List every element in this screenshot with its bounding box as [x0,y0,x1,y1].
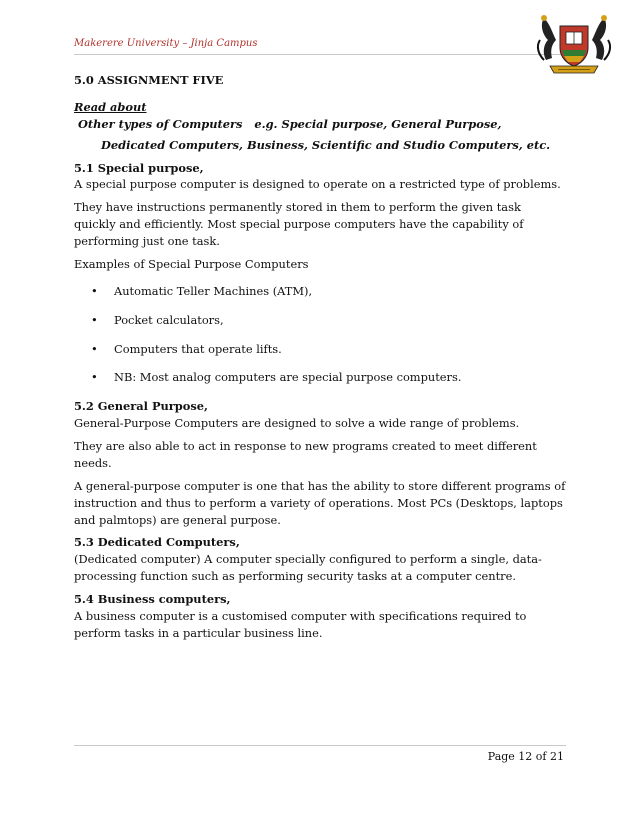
footer-rule [74,745,566,746]
list-item [74,312,566,329]
header-rule [74,54,562,55]
bullet-icon: • [91,283,98,298]
list-item [74,369,566,386]
paragraph: (Dedicated computer) A computer specially configured to perform a single, data-processing function such as performing security tasks at a computer centre. [74,552,542,584]
paragraph: Examples of Special Purpose Computers [74,256,309,271]
paragraph: They have instructions permanently stored in them to perform the given task quickly and efficiently. Most special purpose computers have the capability of performing just one task. [74,200,524,248]
list-item [74,341,566,358]
assignment-heading: 5.0 ASSIGNMENT FIVE [74,73,224,87]
list-item-text: Automatic Teller Machines (ATM), [114,283,313,298]
header-institution: Makerere University – Jinja Campus [74,38,258,49]
list-item [74,283,566,300]
section-title-general: 5.2 General Purpose, [74,399,208,414]
list-item-text: NB: Most analog computers are special purpose computers. [114,370,462,385]
bullet-icon: • [91,312,98,327]
assignment-task-line1 [74,99,566,133]
section-title-dedicated: 5.3 Dedicated Computers, [74,535,240,550]
paragraph: They are also able to act in response to new programs created to meet different needs. [74,439,537,470]
paragraph: General-Purpose Computers are designed to solve a wide range of problems. [74,416,520,431]
task-line1-rest: Other types of Computers e.g. Special purpose, General Purpose, [74,116,502,131]
document-body [74,72,566,648]
paragraph: A special purpose computer is designed to operate on a restricted type of problems. [74,177,561,192]
list-item-text: Computers that operate lifts. [114,341,282,356]
bullet-icon: • [91,370,98,385]
list-item-text: Pocket calculators, [114,312,224,327]
section-title-business: 5.4 Business computers, [74,592,231,606]
assignment-task-line2: Dedicated Computers, Business, Scientific and Studio Computers, etc. [101,137,551,152]
bullet-icon: • [91,341,98,356]
university-crest-icon [534,10,614,80]
paragraph: A general-purpose computer is one that has the ability to store different programs of instruction and thus to perform a variety of operations. Most PCs (Desktops, laptops and palmtops) are general purpose. [74,478,566,527]
special-purpose-examples-list [74,283,566,387]
page-number: Page 12 of 21 [487,750,564,763]
task-lead: Read about [74,99,147,114]
paragraph: A business computer is a customised computer with specifications required to perform tasks in a particular business line. [74,608,527,640]
section-title-special: 5.1 Special purpose, [74,160,204,175]
